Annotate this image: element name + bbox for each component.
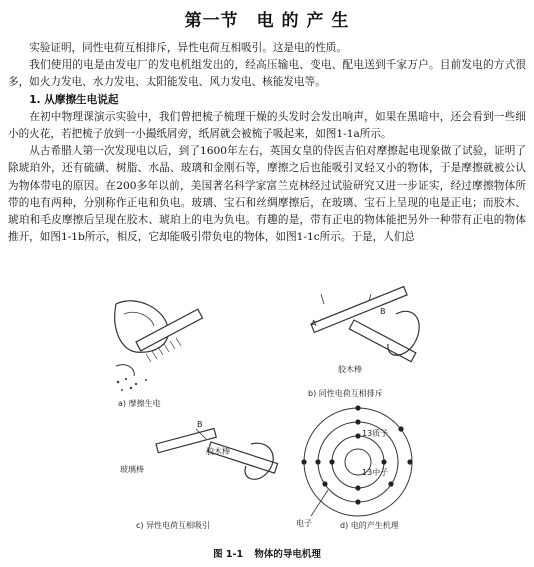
label-bakelite-rod-b: 胶木棒 — [338, 365, 362, 374]
paragraph-1: 实验证明，同性电荷互相排斥，异性电荷互相吸引。这是电的性质。 — [29, 42, 347, 54]
caption-c: c) 异性电荷互相吸引 — [136, 521, 211, 530]
figure-1-1 — [96, 284, 451, 539]
label-neutrons: 13中子 — [362, 468, 389, 477]
figure-illustration — [96, 284, 451, 539]
caption-b: b) 同性电荷互相排斥 — [308, 389, 383, 398]
section-title: 第一节 电 的 产 生 — [184, 11, 350, 31]
label-glass-rod: 玻璃棒 — [120, 465, 144, 474]
caption-d: d) 电的产生机理 — [340, 521, 399, 530]
label-electron: 电子 — [296, 519, 312, 528]
figure-caption-text: 物体的导电机理 — [254, 549, 321, 560]
paragraph-3: 在初中物理课演示实验中，我们曾把梳子梳理干燥的头发时会发出响声，如果在黑暗中，还会看到一些细小的火花，若把梳子放到一小撮纸屑旁，纸屑就会被梳子吸起来，如图1-1a所示。 — [8, 110, 526, 141]
label-a: A — [311, 319, 317, 328]
figure-caption — [0, 546, 534, 560]
label-b: B — [380, 307, 386, 316]
label-bakelite-rod-c: 胶木棒 — [206, 447, 230, 456]
body-text — [8, 40, 526, 246]
label-b-c: B — [197, 420, 203, 429]
figure-number: 图 1-1 — [213, 549, 244, 560]
paragraph-4: 从古希腊人第一次发现电以后，到了1600年左右，英国女皇的侍医吉伯对摩擦起电现象做了试验，证明了除琥珀外，还有硫磺、树脂、水晶、玻璃和金刚石等，摩擦之后也能吸引叉轻又小的物体，于是摩擦就被公认为物体带电的原因。在200多年以前，美国著名科学家富兰克林经过试验研究又进一步证实，经过摩擦物体所带的电有两种，分别称作正电和负电。玻璃、宝石和丝绸摩擦后，在玻璃、宝石上呈现的电是正电；而胶木、琥珀和毛皮摩擦后呈现在胶木、琥珀上的电为负电。有趣的是，带有正电的物体能把另外一种带有正电的物体推开，如图1-1b所示，相反，它却能吸引带负电的物体，如图1-1c所示。于是，人们总 — [8, 145, 526, 244]
caption-a: a) 摩擦生电 — [118, 399, 161, 408]
label-protons: 13质子 — [362, 429, 389, 438]
subsection-heading: 1. 从摩擦生电说起 — [29, 93, 119, 106]
paragraph-2: 我们使用的电是由发电厂的发电机组发出的，经高压输电、变电、配电送到千家万户。目前发电的方式很多，如火力发电、水力发电、太阳能发电、风力发电、核能发电等。 — [8, 59, 526, 89]
